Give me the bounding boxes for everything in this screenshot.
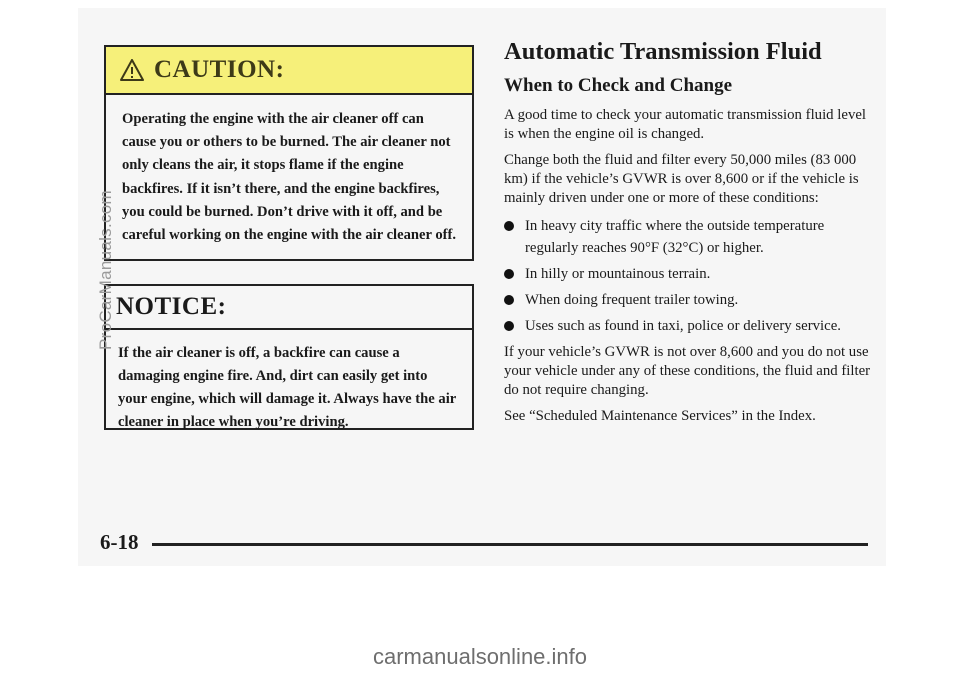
conditions-list	[504, 215, 874, 337]
transmission-fluid-section	[504, 36, 874, 433]
list-item: In heavy city traffic where the outside temperature regularly reaches 90°F (32°C) or higher.	[504, 215, 874, 259]
paragraph-change-interval: Change both the fluid and filter every 50,000 miles (83 000 km) if the vehicle’s GVWR is over 8,600 or if the vehicle is mainly driven under one or more of these conditions:	[504, 152, 859, 206]
notice-box	[104, 284, 474, 430]
caution-text: Operating the engine with the air cleaner off can cause you or others to be burned. The air cleaner not only cleans the air, it stops flame if the engine backfires. If it isn’t there, and the engine backfires, you could be burned. Don’t drive with it off, and be careful working on the engine with the air cleaner off.	[122, 111, 457, 244]
list-item: Uses such as found in taxi, police or delivery service.	[504, 315, 874, 337]
section-title: Automatic Transmission Fluid	[504, 38, 822, 65]
notice-header	[106, 286, 472, 330]
bullet-icon	[504, 221, 514, 231]
page-number: 6-18	[100, 530, 139, 554]
bullet-icon	[504, 321, 514, 331]
list-item: In hilly or mountainous terrain.	[504, 263, 874, 285]
caution-box	[104, 45, 474, 261]
footer-rule	[152, 543, 868, 546]
side-watermark: ProCarManuals.com	[96, 189, 115, 351]
paragraph-no-change: If your vehicle’s GVWR is not over 8,600 and you do not use your vehicle under any of these conditions, the fluid and filter do not require changing.	[504, 344, 871, 398]
paragraph-check-timing: A good time to check your automatic transmission fluid level is when the engine oil is changed.	[504, 107, 867, 142]
bottom-watermark: carmanualsonline.info	[372, 644, 588, 669]
notice-title: NOTICE:	[116, 293, 227, 320]
caution-title: CAUTION:	[154, 56, 285, 83]
section-subtitle: When to Check and Change	[504, 75, 733, 96]
bullet-icon	[504, 295, 514, 305]
bullet-icon	[504, 269, 514, 279]
warning-triangle-icon	[120, 59, 144, 81]
caution-header	[106, 47, 472, 95]
notice-text: If the air cleaner is off, a backfire can cause a damaging engine fire. And, dirt can easily get into your engine, which will damage it. Always have the air cleaner in place when you’re driving.	[118, 345, 456, 430]
paragraph-see-index: See “Scheduled Maintenance Services” in the Index.	[504, 408, 816, 424]
list-item: When doing frequent trailer towing.	[504, 289, 874, 311]
